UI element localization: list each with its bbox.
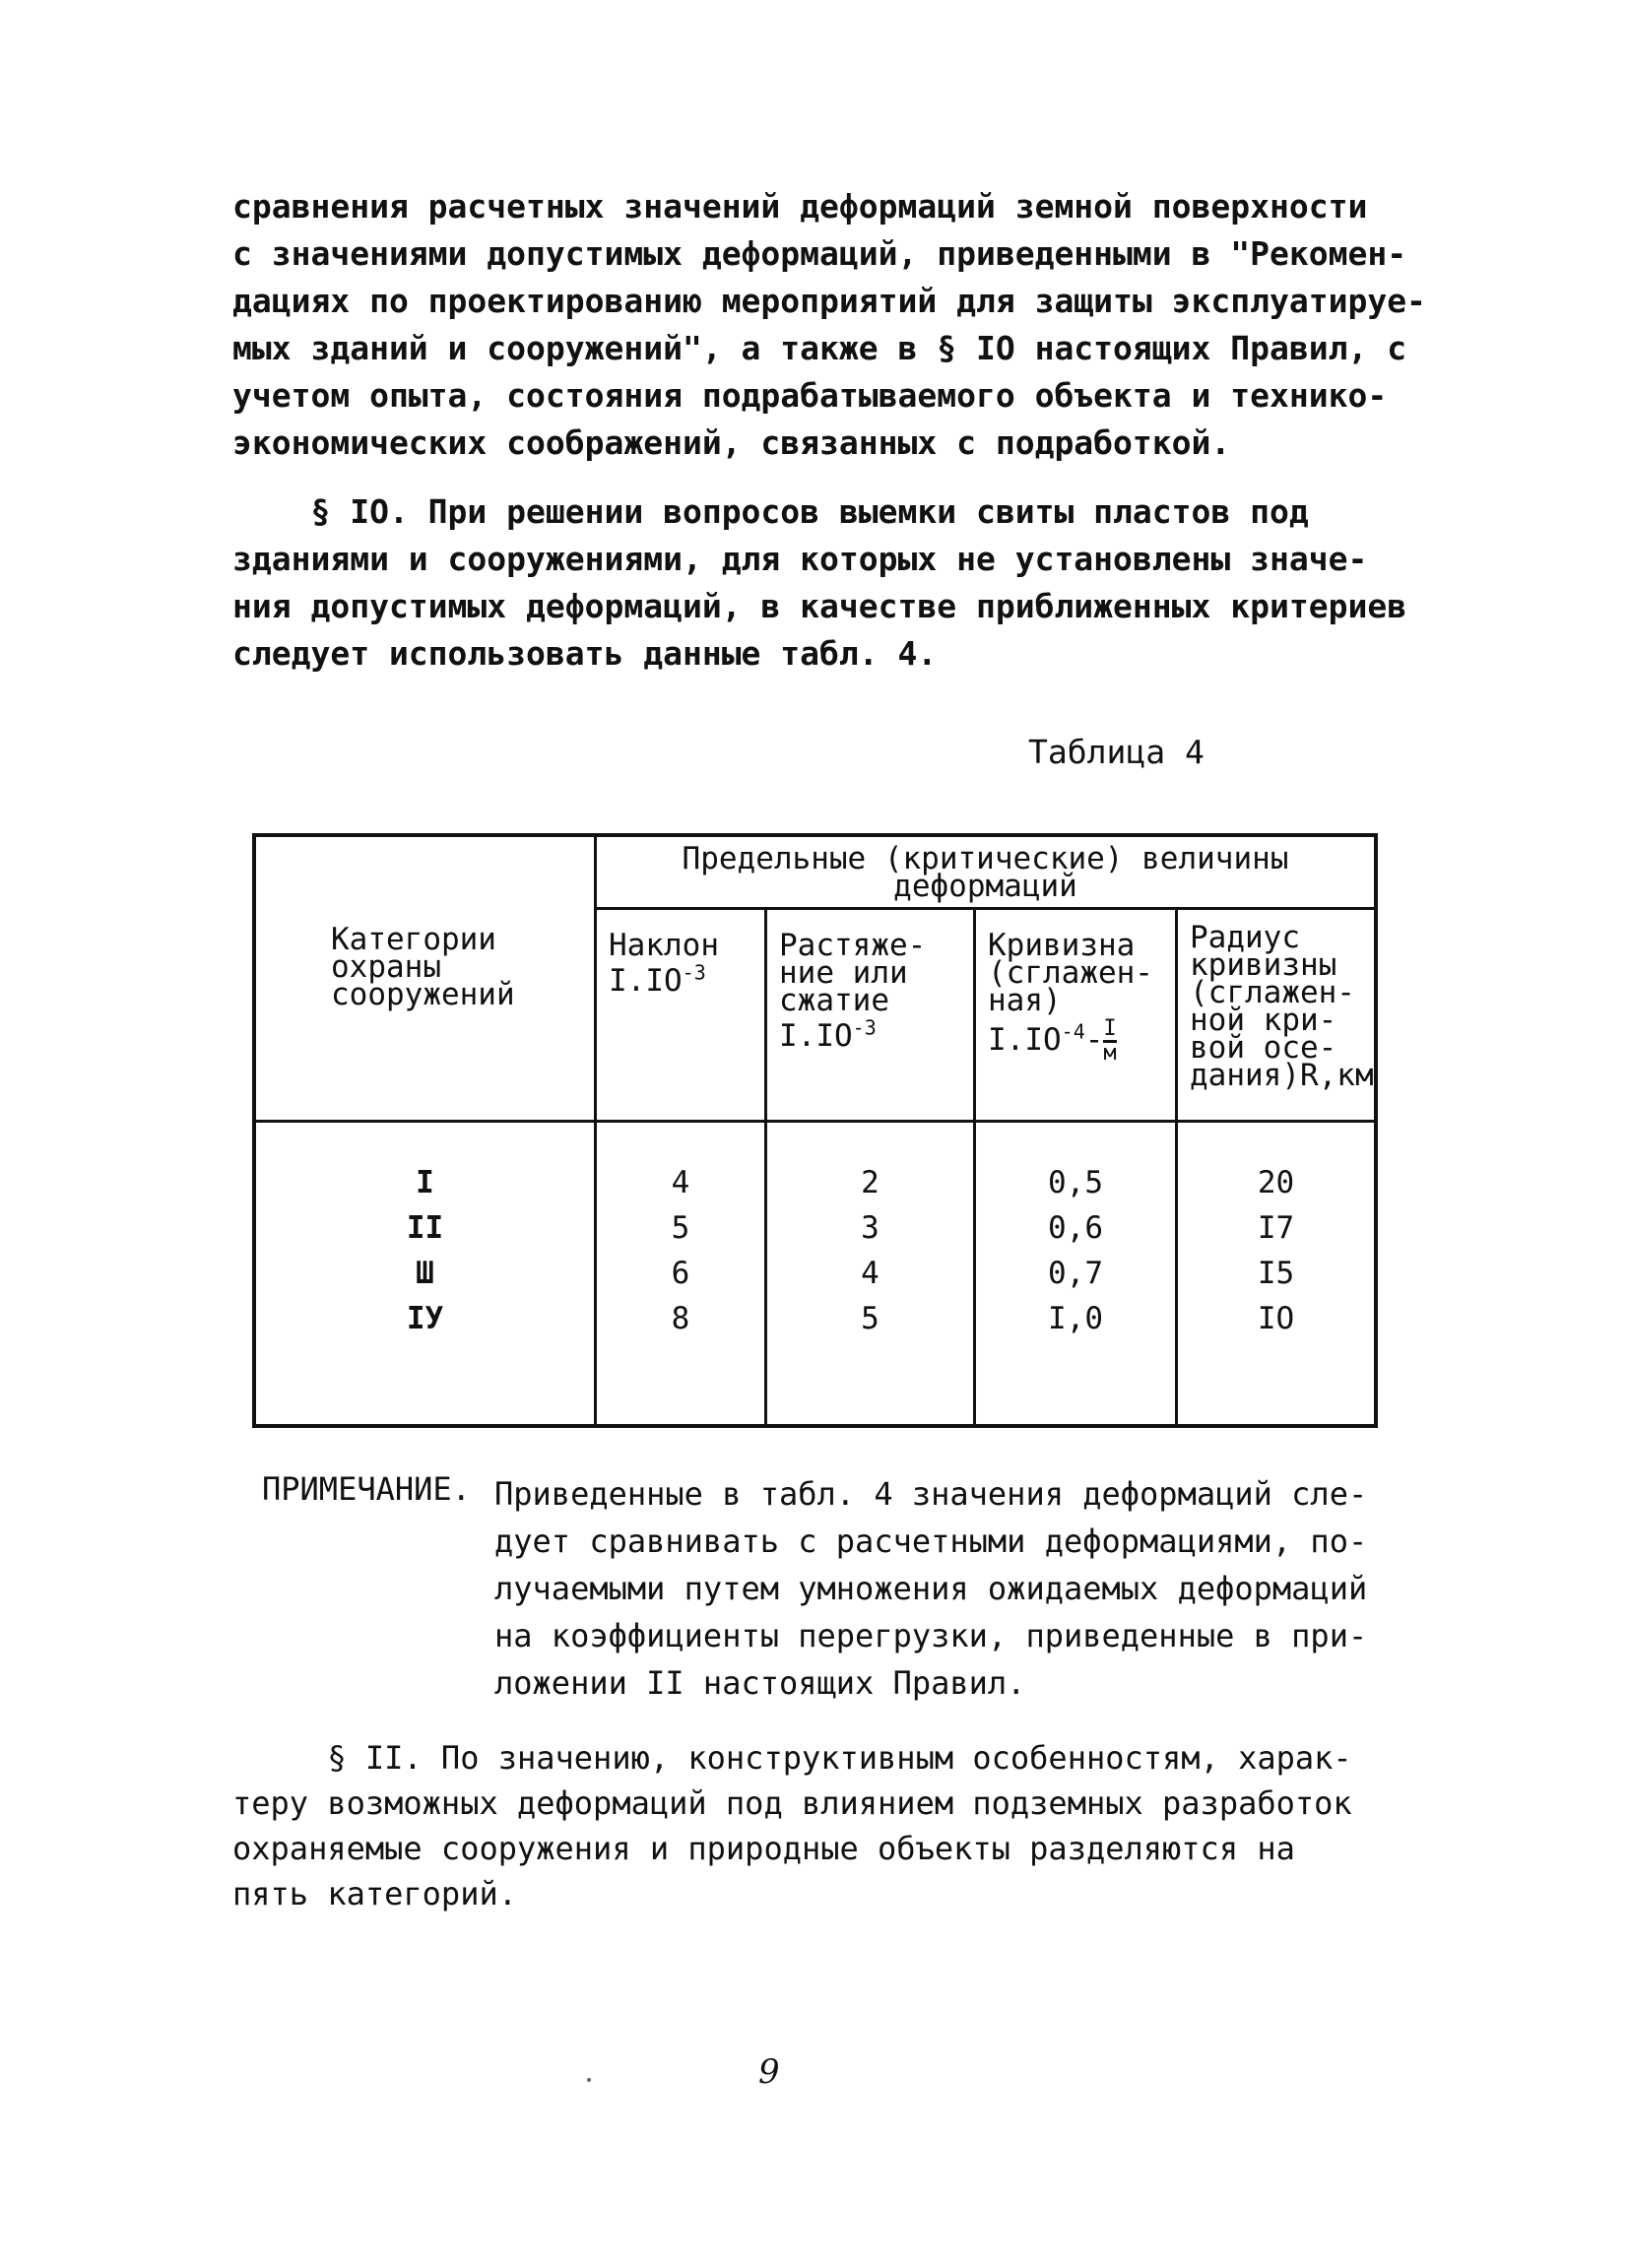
stretch-value: 3 [861, 1209, 880, 1246]
stretch-value: 4 [861, 1255, 880, 1291]
curvature-values-cell [975, 1121, 1177, 1426]
unit-exponent: -3 [852, 1015, 877, 1040]
stretch-value: 2 [861, 1164, 880, 1200]
radius-value: IO [1257, 1300, 1295, 1336]
deformation-table [252, 833, 1378, 1428]
radius-value: 20 [1257, 1164, 1295, 1200]
curvature-value: I,0 [1048, 1300, 1103, 1336]
category-header-line: сооружений [331, 977, 515, 1012]
curvature-header-cell [975, 908, 1177, 1121]
radius-header-line: дания)R,км [1190, 1057, 1374, 1093]
note-label: ПРИМЕЧАНИЕ. [262, 1470, 471, 1508]
text-line: учетом опыта, состояния подрабатываемого объекта и технико- [232, 376, 1388, 415]
unit-fraction [1103, 1015, 1117, 1066]
curvature-header-line: (сглажен- [988, 954, 1153, 991]
curvature-header-line: ная) [988, 982, 1062, 1018]
category-value: IУ [406, 1300, 444, 1336]
radius-header-line: кривизны [1190, 946, 1337, 983]
text-line: дациях по проектированию мероприятий для защиты эксплуатируе- [232, 282, 1426, 320]
radius-header-cell [1177, 908, 1377, 1121]
paragraph-1 [232, 183, 1426, 467]
category-header-line: Категории [331, 922, 496, 957]
radius-value: I5 [1257, 1255, 1295, 1291]
text-line: зданиями и сооружениями, для которых не установлены значе- [232, 540, 1368, 578]
radius-header-line: вой осе- [1190, 1029, 1337, 1066]
stretch-unit [779, 1015, 973, 1054]
tilt-value: 6 [671, 1255, 690, 1291]
stretch-header-cell [766, 908, 975, 1121]
curvature-value: 0,5 [1048, 1164, 1103, 1200]
text-line: сравнения расчетных значений деформаций земной поверхности [232, 187, 1368, 226]
curvature-value: 0,6 [1048, 1209, 1103, 1246]
stretch-value: 5 [861, 1300, 880, 1336]
curvature-header-line: Кривизна [988, 927, 1136, 963]
text-line: § II. По значению, конструктивным особенностям, харак- [232, 1739, 1352, 1777]
category-values-cell [254, 1121, 596, 1426]
text-line: экономических соображений, связанных с подработкой. [232, 423, 1231, 462]
unit-base: I.IO [779, 1017, 853, 1054]
tilt-value: 8 [671, 1300, 690, 1336]
text-line: на коэффициенты перегрузки, приведенные в при- [494, 1617, 1368, 1654]
text-line: следует использовать данные табл. 4. [232, 634, 938, 673]
note-text [494, 1470, 1381, 1707]
radius-header-line: Радиус [1190, 919, 1300, 955]
tilt-value: 4 [671, 1164, 690, 1200]
curvature-value: 0,7 [1048, 1255, 1103, 1291]
group-header-line: деформаций [893, 869, 1077, 904]
tilt-header-cell [596, 908, 766, 1121]
unit-exponent: -3 [682, 960, 706, 985]
text-line: лучаемыми путем умножения ожидаемых деформаций [494, 1570, 1368, 1607]
tilt-header-line: Наклон [609, 927, 719, 963]
text-line: охраняемые сооружения и природные объекты разделяются на [232, 1830, 1295, 1867]
text-line: § IO. При решении вопросов выемки свиты пластов под [232, 492, 1309, 531]
text-line: дует сравнивать с расчетными деформациями, по- [494, 1523, 1368, 1560]
group-header-line: Предельные (критические) величины [682, 841, 1289, 876]
radius-header-line: (сглажен- [1190, 974, 1355, 1010]
unit-base: I.IO [609, 962, 683, 999]
text-line: ния допустимых деформаций, в качестве приближенных критериев [232, 587, 1407, 625]
table-caption: Таблица 4 [1028, 733, 1205, 771]
group-header-cell [596, 835, 1377, 908]
curvature-unit: $I.IO^{-4}-$ $\frac{I}{м}$ [988, 1015, 1117, 1066]
category-header-cell [254, 835, 596, 1121]
fraction-denominator: м [1103, 1040, 1117, 1066]
text-line: пять категорий. [232, 1875, 517, 1912]
text-line: Приведенные в табл. 4 значения деформаций сле- [494, 1475, 1368, 1513]
paragraph-section-10 [232, 488, 1407, 678]
stretch-header-line: Растяже- [779, 927, 927, 963]
text-line: с значениями допустимых деформаций, приведенными в "Рекомен- [232, 234, 1407, 273]
tilt-unit [609, 960, 764, 999]
text-line: теру возможных деформаций под влиянием подземных разработок [232, 1784, 1352, 1822]
category-value: II [406, 1209, 444, 1246]
unit-base: I.IO [988, 1021, 1062, 1058]
radius-header-line: ной кри- [1190, 1002, 1337, 1038]
page-number: 9 [758, 2052, 780, 2092]
tilt-values-cell [596, 1121, 766, 1426]
category-value: I [416, 1164, 434, 1200]
category-header-line: охраны [331, 949, 441, 985]
stretch-values-cell [766, 1121, 975, 1426]
text-line: мых зданий и сооружений", а также в § IO настоящих Правил, с [232, 329, 1407, 367]
fraction-numerator: I [1103, 1015, 1117, 1041]
unit-exponent: -4 [1061, 1019, 1085, 1044]
scan-speck [587, 2078, 591, 2082]
stretch-header-line: ние или [779, 954, 908, 991]
stretch-header-line: сжатие [779, 982, 889, 1018]
radius-value: I7 [1257, 1209, 1295, 1246]
category-value: Ш [416, 1255, 434, 1291]
radius-values-cell [1177, 1121, 1377, 1426]
tilt-value: 5 [671, 1209, 690, 1246]
paragraph-section-11 [232, 1735, 1385, 1916]
text-line: ложении II настоящих Правил. [494, 1664, 1026, 1702]
